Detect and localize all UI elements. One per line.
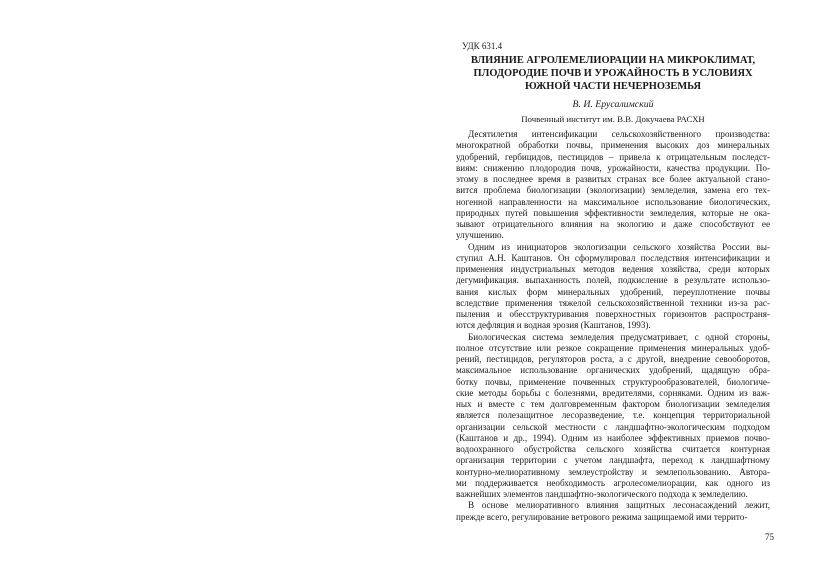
text-line: максимальное использование органических удобрений, щадящую обра- [456,365,770,376]
author-name: В. И. Ерусалимский [572,99,654,110]
text-line: природных путей повышения эффективности земледелия, которые не ока- [456,207,770,218]
paragraph [456,500,770,523]
text-line: ных и вместе с тем долговременным фактором биологизации земледелия [456,399,770,409]
text-line: дегумификация. выпаханность полей, подкисление в результате использо- [456,275,770,286]
text-line: пыления и обесструктуривания поверхностных горизонтов распространя- [456,309,770,319]
text-line: ступил А.Н. Каштанов. Он сформулировал последствия интенсификации и [456,252,770,263]
text-line: применения индустриальных методов ведения хозяйства, среди которых [456,264,770,274]
text-line: является полезащитное лесоразведение, т.е. концепция территориальной [456,410,770,421]
text-line: зывают отрицательного влияния на экологию и даже способствуют ее [456,219,770,229]
text-line: этому в последнее время в развитых странах все более актуальной стано- [456,174,770,184]
text-line: Десятилетия интенсификации сельскохозяйственного производства: [468,129,770,139]
text-line: важнейших элементов ландшафтно-экологического подхода к земледелию. [456,489,748,499]
text-line: многократной обработки почвы, применения высоких доз минеральных [456,140,770,151]
text-line: Одним из инициаторов экологизации сельского хозяйства России вы- [468,241,770,252]
text-line: (Каштанов и др., 1994). Одним из наиболее эффективных приемов почво- [456,432,770,443]
text-line: ми поддерживается необходимость агролесомелиорации, как одного из [456,477,770,488]
title-line: ЮЖНОЙ ЧАСТИ НЕЧЕРНОЗЕМЬЯ [525,81,701,92]
title-line: ВЛИЯНИЕ АГРОЛЕМЕЛИОРАЦИИ НА МИКРОКЛИМАТ, [470,55,756,66]
text-line: организации сельской местности с ландшафтно-экологическим подходом [456,421,770,432]
text-line: ботку почвы, применение почвенных структурообразователей, биологиче- [456,376,770,387]
paragraph [456,242,770,332]
text-line: вится проблема биологизации (экологизации) земледелия, замена его тех- [456,185,770,196]
text-line: ские методы борьбы с болезнями, вредителями, сорняками. Одним из важ- [456,387,770,398]
text-line: вания кислых форм минеральных удобрений, переуплотнение почвы [456,286,770,297]
text-line: прежде всего, регулирование ветрового режима защищаемой ими террито- [456,511,748,522]
page-number: 75 [765,532,774,542]
text-line: ются дефляция и водная эрозия (Каштанов, 1993). [456,320,651,331]
article-column [456,40,770,523]
text-line: удобрений, гербицидов, пестицидов – привела к отрицательным последст- [456,151,770,162]
udk-code: УДК 631.4 [462,41,503,51]
paragraph [456,332,770,501]
text-line: водоохранного обустройства сельского хозяйства считается контурная [456,444,770,454]
text-line: контурно-мелиоративному землеустройству и землепользованию. Автора- [456,466,770,477]
article-title [456,54,770,93]
text-line: В основе мелиоративного влияния защитных лесонасаждений лежит, [468,500,770,511]
text-line: улучшению. [456,230,504,241]
text-line: организация территории с учетом ландшафта, переход к ландшафтному [456,455,770,466]
paragraph [456,129,770,242]
text-line: виям: снижению плодородия почв, урожайности, качества продукции. По- [456,162,770,173]
article-body [456,129,770,523]
text-line: ногенной направленности на максимальное использование биологических, [456,196,770,207]
author-affiliation: Почвенный институт им. В.В. Докучаева РАСХН [521,114,705,124]
text-line: вследствие применения тяжелой сельскохозяйственной техники из-за рас- [456,297,770,308]
text-line: полное отсутствие или резкое сокращение применения минеральных удоб- [456,342,770,353]
title-line: ПЛОДОРОДИЕ ПОЧВ И УРОЖАЙНОСТЬ В УСЛОВИЯХ [473,68,753,79]
text-line: Биологическая система земледелия предусматривает, с одной стороны, [468,331,770,342]
text-line: рений, пестицидов, регуляторов роста, а с другой, внедрение севооборотов, [456,354,770,364]
